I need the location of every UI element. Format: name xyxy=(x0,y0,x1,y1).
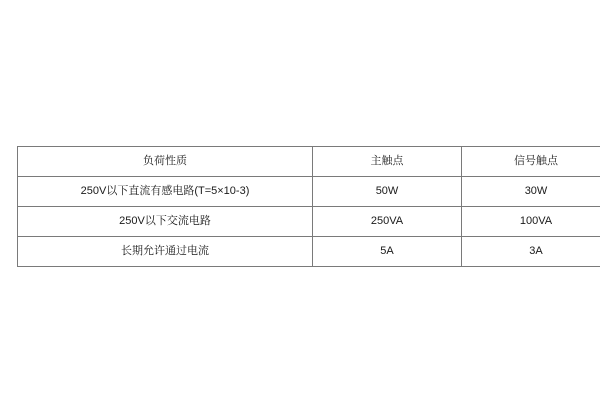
cell-main-contact: 5A xyxy=(313,237,462,267)
cell-load-type: 长期允许通过电流 xyxy=(18,237,313,267)
cell-load-type: 250V以下直流有感电路(T=5×10-3) xyxy=(18,177,313,207)
cell-load-type: 250V以下交流电路 xyxy=(18,207,313,237)
spec-table-container xyxy=(17,146,583,267)
column-header-main-contact: 主触点 xyxy=(313,147,462,177)
cell-signal-contact: 3A xyxy=(462,237,600,267)
cell-signal-contact: 30W xyxy=(462,177,600,207)
cell-main-contact: 250VA xyxy=(313,207,462,237)
table-row xyxy=(18,237,600,267)
contact-ratings-table xyxy=(17,146,600,267)
column-header-load-type: 负荷性质 xyxy=(18,147,313,177)
table-row xyxy=(18,207,600,237)
table-header-row xyxy=(18,147,600,177)
cell-signal-contact: 100VA xyxy=(462,207,600,237)
column-header-signal-contact: 信号触点 xyxy=(462,147,600,177)
table-row xyxy=(18,177,600,207)
cell-main-contact: 50W xyxy=(313,177,462,207)
